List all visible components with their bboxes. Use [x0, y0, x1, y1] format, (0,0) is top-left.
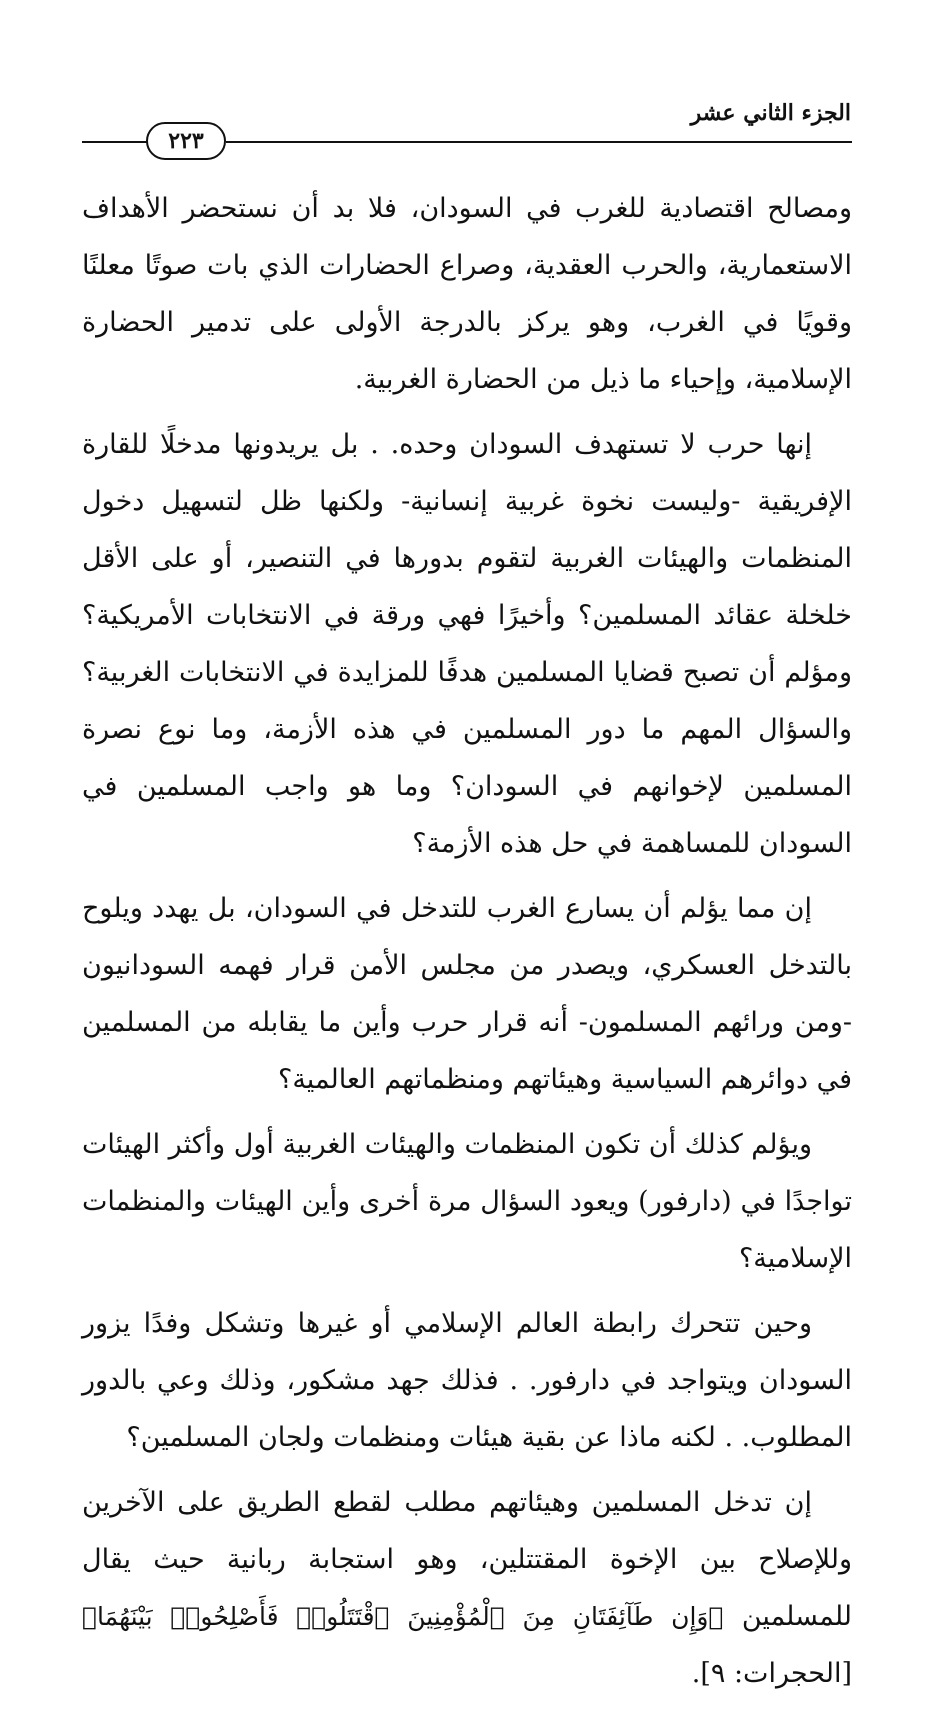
paragraph-6-text: إن تدخل المسلمين وهيئاتهم مطلب لقطع الطريق على الآخرين وللإصلاح بين الإخوة المقتتلين، وهو استجابة ربانية حيث يقال للمسلمين	[82, 1487, 852, 1632]
paragraph-1: ومصالح اقتصادية للغرب في السودان، فلا بد أن نستحضر الأهداف الاستعمارية، والحرب العقدية، وصراع الحضارات الذي بات صوتًا معلنًا وقويًا في الغرب، وهو يركز بالدرجة الأولى على تدمير الحضارة الإسلامية، وإحياء ما ذيل من الحضارة الغربية.	[82, 193, 852, 395]
header-title: الجزء الثاني عشر	[690, 100, 851, 126]
page-number-badge: ٢٢٣	[146, 122, 226, 160]
paragraph-3: إن مما يؤلم أن يسارع الغرب للتدخل في السودان، بل يهدد ويلوح بالتدخل العسكري، ويصدر من مجلس الأمن قرار فهمه السودانيون -ومن ورائهم المسلمون- أنه قرار حرب وأين ما يقابله من المسلمين في دوائرهم السياسية وهيئاتهم ومنظماتهم العالمية؟	[82, 893, 852, 1095]
paragraph-6	[82, 1474, 852, 1702]
header-rule-right	[226, 141, 852, 143]
paragraph-4: ويؤلم كذلك أن تكون المنظمات والهيئات الغربية أول وأكثر الهيئات تواجدًا في (دارفور) ويعود السؤال مرة أخرى وأين الهيئات والمنظمات الإسلامية؟	[81, 1129, 852, 1274]
header-rule-left	[82, 141, 148, 143]
quran-verse: ﴿وَإِن طَآئِفَتَانِ مِنَ ٱلْمُؤْمِنِينَ ٱقْتَتَلُوا۟ فَأَصْلِحُوا۟ بَيْنَهُمَا﴾	[82, 1602, 724, 1631]
paragraph-2: إنها حرب لا تستهدف السودان وحده. . بل يريدونها مدخلًا للقارة الإفريقية -وليست نخوة غربية إنسانية- ولكنها ظل لتسهيل دخول المنظمات والهيئات الغربية لتقوم بدورها في التنصير، أو على الأقل خلخلة عقائد المسلمين؟ وأخيرًا فهي ورقة في الانتخابات الأمريكية؟ ومؤلم أن تصبح قضايا المسلمين هدفًا للمزايدة في الانتخابات الغربية؟ والسؤال المهم ما دور المسلمين في هذه الأزمة، وما نوع نصرة المسلمين لإخوانهم في السودان؟ وما هو واجب المسلمين في السودان للمساهمة في حل هذه الأزمة؟	[82, 429, 852, 859]
body-text	[82, 180, 852, 1710]
paragraph-5: وحين تتحرك رابطة العالم الإسلامي أو غيرها وتشكل وفدًا يزور السودان ويتواجد في دارفور. . فذلك جهد مشكور، وذلك وعي بالدور المطلوب. . لكنه ماذا عن بقية هيئات ومنظمات ولجان المسلمين؟	[82, 1308, 852, 1453]
quran-reference: [الحجرات: ٩].	[691, 1658, 852, 1689]
